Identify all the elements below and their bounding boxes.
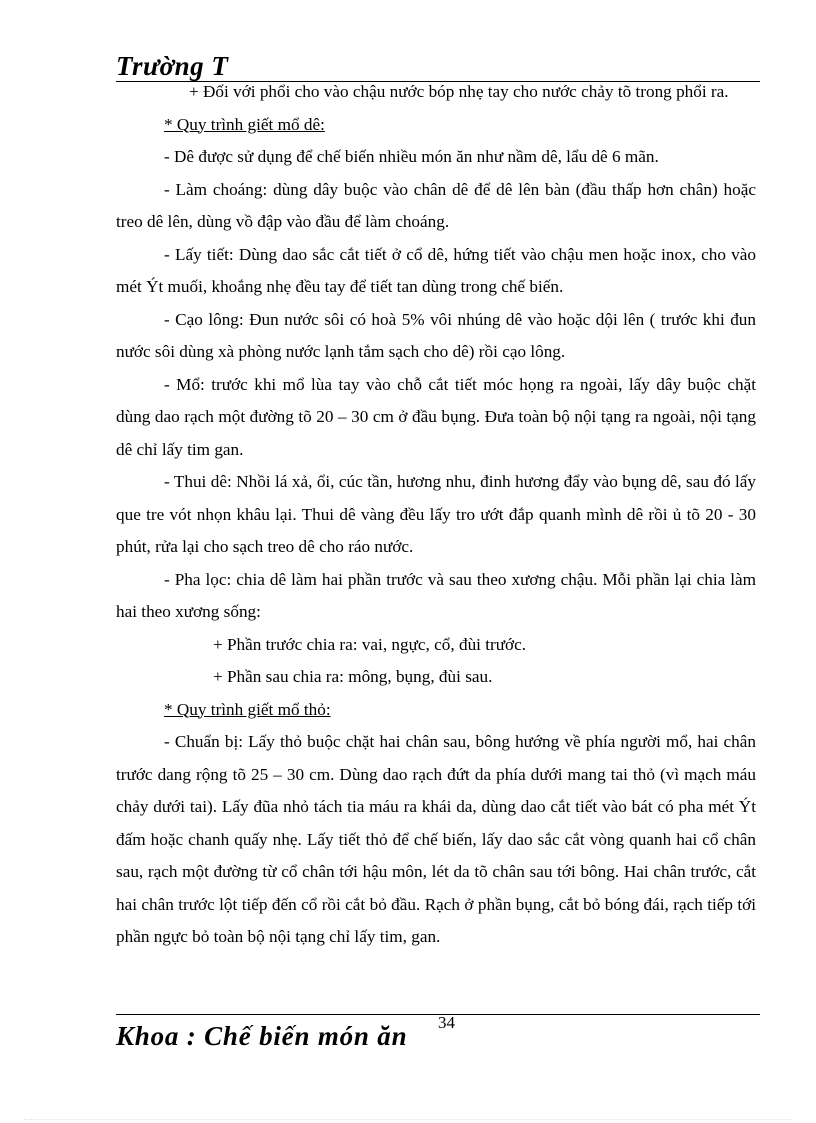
paragraph: - Lấy tiết: Dùng dao sắc cắt tiết ở cổ dê, hứng tiết vào chậu men hoặc inox, cho vào mét Ýt muối, khoắng nhẹ đều tay để tiết tan dùng trong chế biến. bbox=[116, 244, 756, 296]
section-heading-text: * Quy trình giết mổ dê: bbox=[164, 114, 325, 134]
section-heading-text: * Quy trình giết mổ thỏ: bbox=[164, 699, 331, 719]
paragraph: - Chuẩn bị: Lấy thỏ buộc chặt hai chân sau, bông hướng về phía người mổ, hai chân trước dang rộng tõ 25 – 30 cm. Dùng dao rạch đứt da phía dưới mang tai thỏ (vì mạch máu chảy dưới tai). Lấy đũa nhỏ tách tia máu ra khái da, dùng dao cắt tiết vào bát có pha mét Ýt đấm hoặc chanh quấy nhẹ. Lấy tiết thỏ để chế biến, lấy dao sắc cắt vòng quanh hai cổ chân sau, rạch một đường từ cổ chân tới hậu môn, lét da tõ chân sau tới bông. Hai chân trước, cắt hai chân trước lột tiếp đến cổ rồi cắt bỏ đầu. Rạch ở phần bụng, cắt bỏ bóng đái, rạch tiếp tới phần ngực bỏ toàn bộ nội tạng chỉ lấy tim, gan. bbox=[116, 732, 756, 946]
paragraph: - Mổ: trước khi mổ lùa tay vào chỗ cắt tiết móc họng ra ngoài, lấy dây buộc chặt dùng dao rạch một đường tõ 20 – 30 cm ở đầu bụng. Đưa toàn bộ nội tạng ra ngoài, nội tạng dê chỉ lấy tim gan. bbox=[116, 374, 756, 459]
paragraph: - Dê được sử dụng để chế biến nhiều món ăn như nầm dê, lẩu dê 6 mãn. bbox=[164, 147, 659, 166]
page-number: 34 bbox=[438, 1013, 455, 1032]
paragraph: + Đối với phổi cho vào chậu nước bóp nhẹ tay cho nước chảy tõ trong phổi ra. bbox=[189, 82, 729, 101]
document-body bbox=[116, 76, 756, 954]
header-title: Trường T bbox=[116, 51, 229, 81]
paragraph: - Pha lọc: chia dê làm hai phần trước và sau theo xương chậu. Mỗi phần lại chia làm hai theo xương sống: bbox=[116, 569, 756, 621]
paragraph: - Làm choáng: dùng dây buộc vào chân dê để dê lên bàn (đầu thấp hơn chân) hoặc treo dê lên, dùng vồ đập vào đầu để làm choáng. bbox=[116, 179, 756, 231]
page-edge-dots bbox=[24, 1119, 792, 1120]
sub-item: + Phần sau chia ra: mông, bụng, đùi sau. bbox=[213, 667, 493, 686]
sub-item: + Phần trước chia ra: vai, ngực, cổ, đùi trước. bbox=[213, 634, 527, 654]
paragraph: - Thui dê: Nhồi lá xả, ổi, cúc tần, hương nhu, đinh hương đẩy vào bụng dê, sau đó lấy que tre vót nhọn khâu lại. Thui dê vàng đều lấy tro ướt đắp quanh mình dê rồi ủ tõ 20 - 30 phút, rửa lại cho sạch treo dê cho ráo nước. bbox=[116, 472, 756, 556]
paragraph: - Cạo lông: Đun nước sôi có hoà 5% vôi nhúng dê vào hoặc dội lên ( trước khi đun nước sôi dùng xà phòng nước lạnh tắm sạch cho dê) rồi cạo lông. bbox=[116, 309, 756, 361]
footer-title: Khoa : Chế biến món ăn bbox=[116, 1021, 408, 1051]
section-heading bbox=[116, 109, 756, 142]
section-heading bbox=[116, 694, 756, 727]
